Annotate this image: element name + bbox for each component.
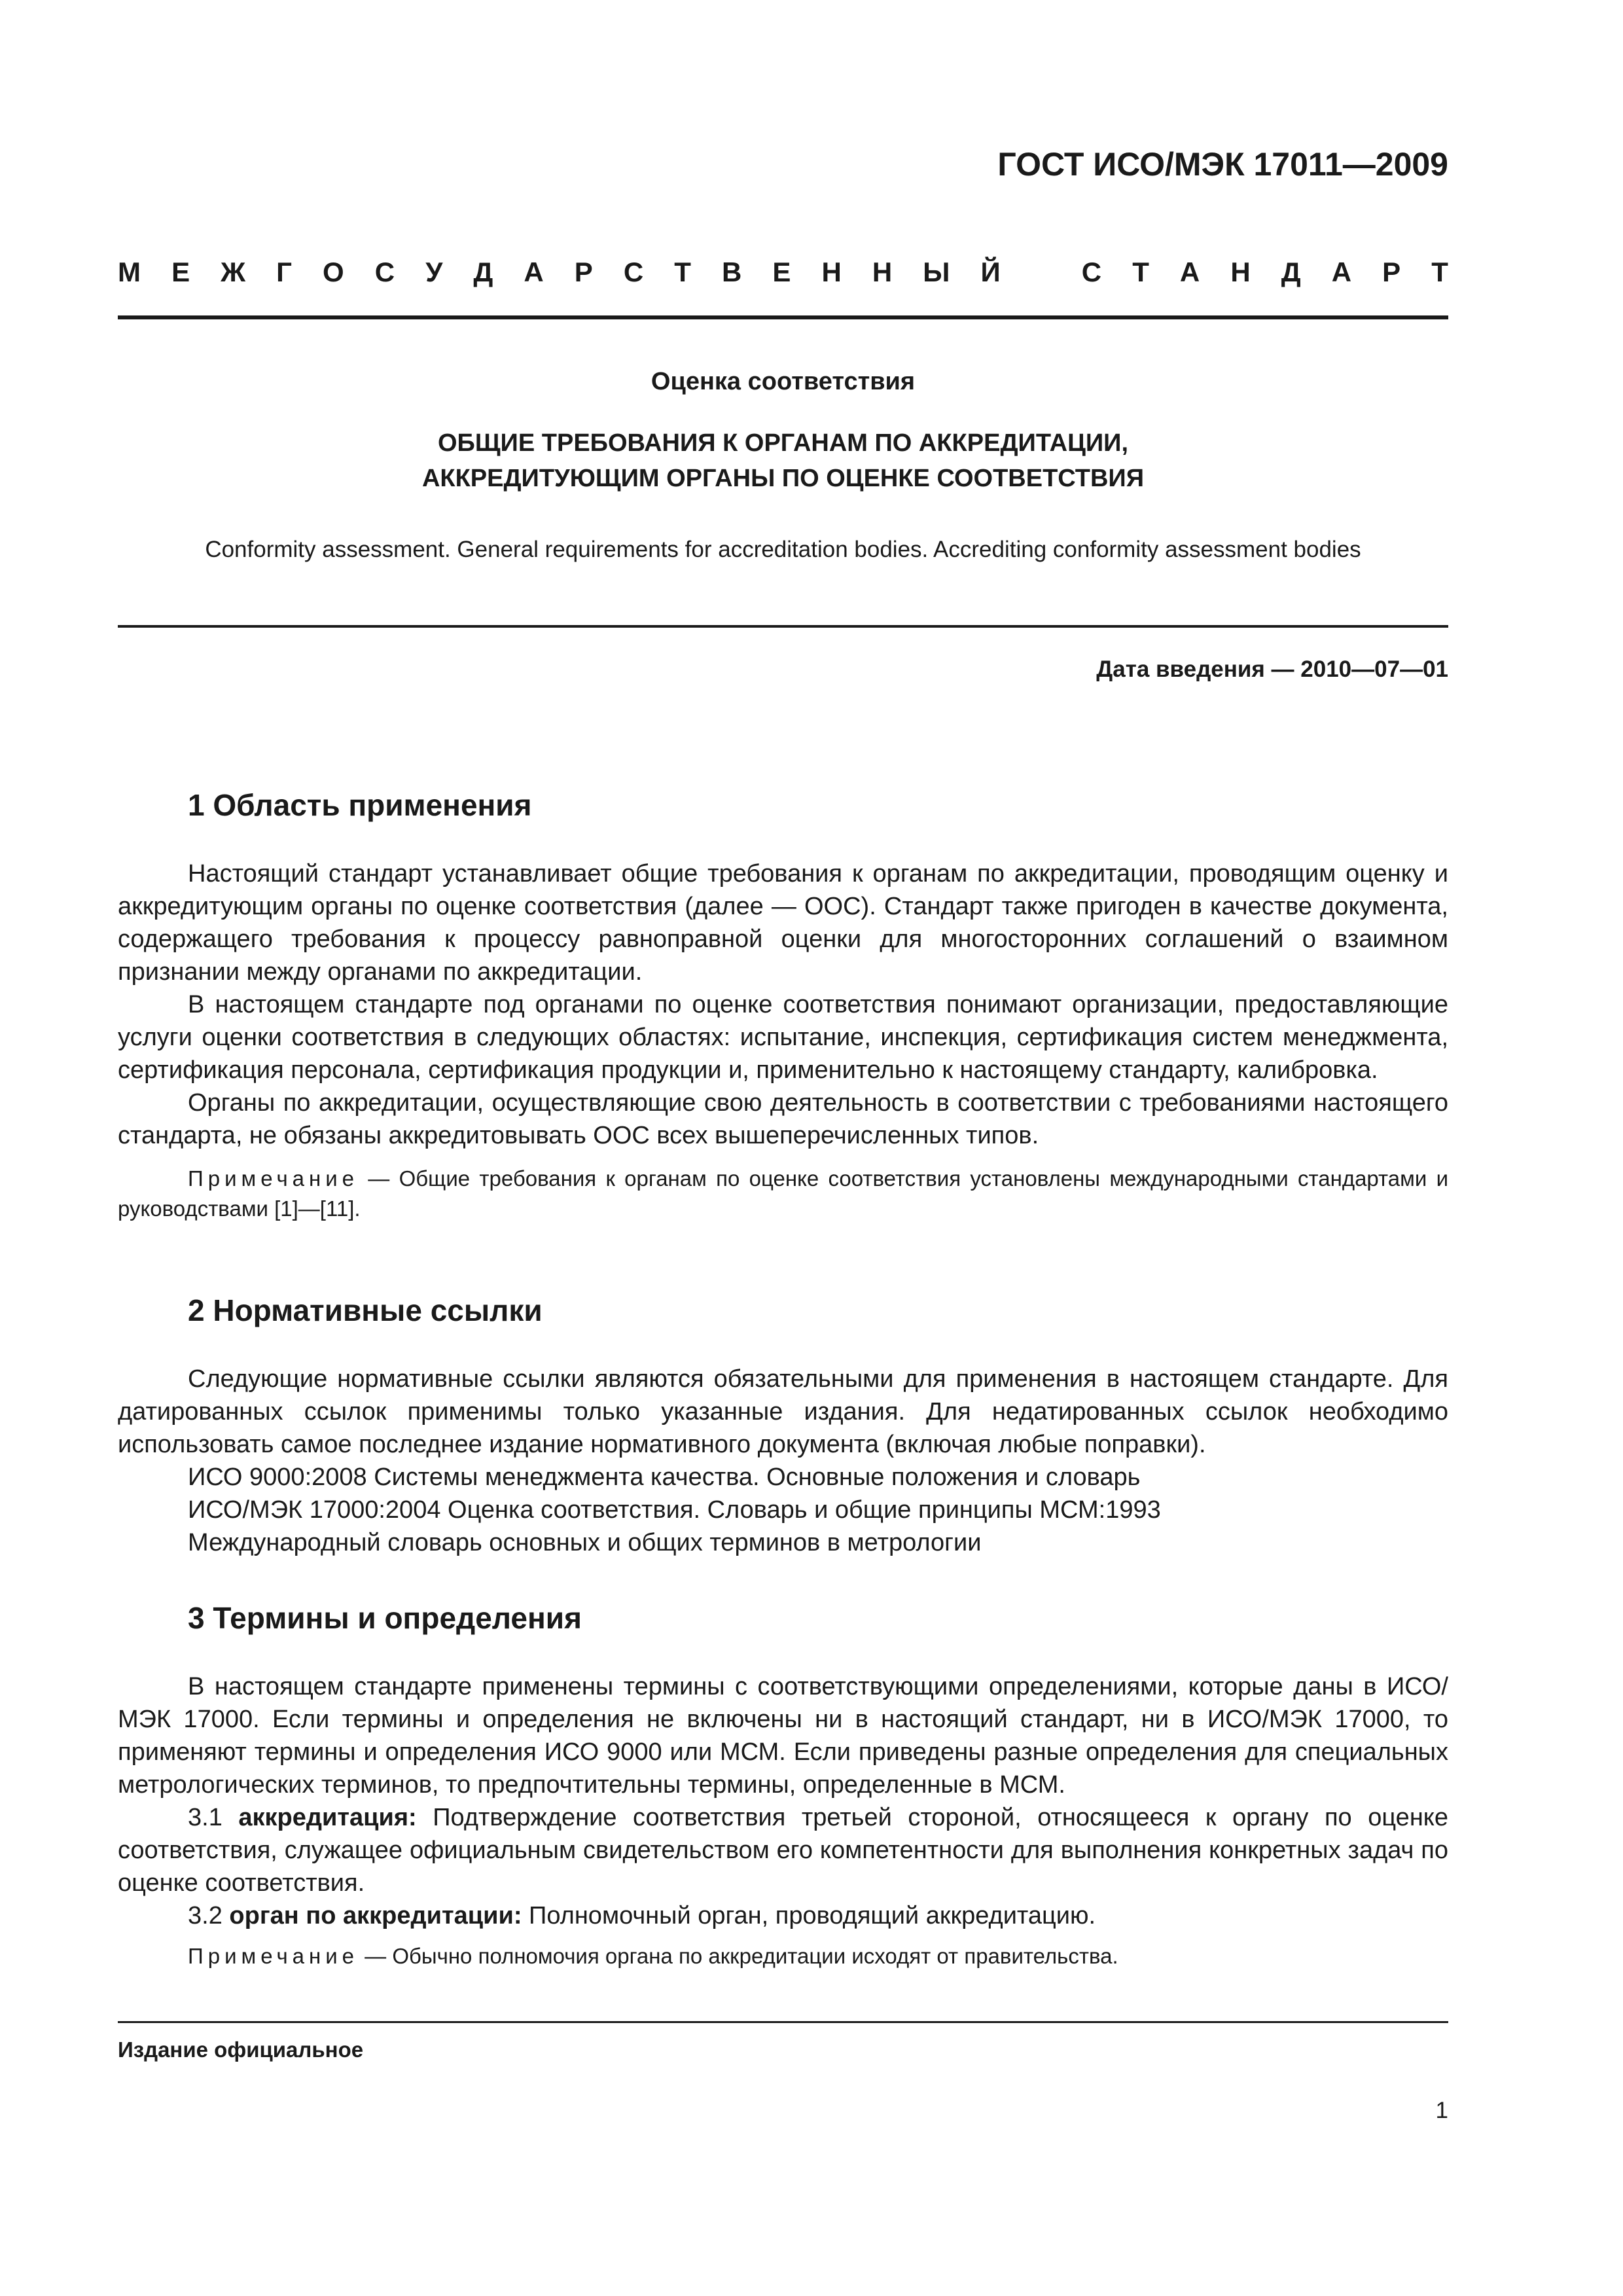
section-heading: 1 Область применения (188, 788, 532, 822)
standard-kind-letter: Н (872, 257, 893, 287)
standard-kind-letter: В (721, 257, 742, 287)
document-title (118, 425, 1448, 496)
note (118, 1164, 1448, 1224)
section-normative-references (118, 1293, 1448, 1559)
note (118, 1941, 1448, 1971)
document-code: ГОСТ ИСО/МЭК 17011—2009 (997, 146, 1448, 183)
section-heading: 2 Нормативные ссылки (188, 1293, 543, 1327)
document-title-line-1: ОБЩИЕ ТРЕБОВАНИЯ К ОРГАНАМ ПО АККРЕДИТАЦИИ, (437, 429, 1129, 457)
term-definition (118, 1899, 1448, 1932)
reference-item: ИСО/МЭК 17000:2004 Оценка соответствия. Словарь и общие принципы МСМ:1993 (188, 1496, 1161, 1524)
term-number: 3.2 (188, 1902, 223, 1929)
standard-kind-letter: Р (1382, 257, 1401, 287)
standard-kind-letter: Е (772, 257, 791, 287)
term-number: 3.1 (188, 1804, 223, 1831)
title-rule (118, 625, 1448, 628)
paragraph: Органы по аккредитации, осуществляющие свою деятельность в соответствии с требованиями настоящего стандарта, не обязаны аккредитовывать ООС всех вышеперечисленных типов. (118, 1089, 1448, 1149)
standard-kind-letter: Т (1431, 257, 1448, 287)
standard-kind-letter: А (524, 257, 544, 287)
english-title: Conformity assessment. General requirements for accreditation bodies. Accrediting conformity assessment bodies (205, 537, 1361, 562)
note-text: — Общие требования к органам по оценке соответствия установлены международными стандартами и руководствами [1]—[11]. (118, 1166, 1448, 1221)
term-name: орган по аккредитации: (229, 1902, 522, 1929)
standard-kind-letter: С (374, 257, 395, 287)
standard-kind-letter: Д (473, 257, 493, 287)
introduction-date: Дата введения — 2010—07—01 (1096, 656, 1448, 682)
standard-kind-letter: У (425, 257, 443, 287)
note-text: — Обычно полномочия органа по аккредитации исходят от правительства. (359, 1944, 1118, 1968)
standard-kind-letter: Ы (923, 257, 950, 287)
edition-label: Издание официальное (118, 2037, 364, 2062)
word-gap (1031, 257, 1051, 288)
standard-kind-letter: С (623, 257, 644, 287)
term-text: Подтверждение соответствия третьей стороной, относящееся к органу по оценке соответствия, служащее официальным свидетельством его компетентности для выполнения конкретных задач по оценке соответствия. (118, 1804, 1448, 1897)
standard-kind-letter: Г (276, 257, 292, 287)
standard-kind-letter: А (1179, 257, 1200, 287)
standard-kind-heading (118, 257, 1448, 288)
top-rule (118, 315, 1448, 319)
term-definition (118, 1801, 1448, 1899)
reference-item: ИСО 9000:2008 Системы менеджмента качества. Основные положения и словарь (188, 1463, 1141, 1491)
document-subtitle: Оценка соответствия (651, 368, 916, 395)
standard-kind-letter: Ж (221, 257, 246, 287)
standard-kind-letter: Д (1281, 257, 1301, 287)
standard-kind-letter: Н (1230, 257, 1251, 287)
note-label: Примечание (188, 1944, 359, 1968)
section-heading: 3 Термины и определения (188, 1601, 582, 1635)
term-name: аккредитация: (238, 1804, 417, 1831)
note-label: Примечание (188, 1166, 359, 1191)
standard-kind-letter: Й (980, 257, 1001, 287)
footer-rule (118, 2021, 1448, 2023)
section-scope (118, 787, 1448, 1224)
standard-kind-letter: Т (674, 257, 691, 287)
standard-kind-letter: Р (574, 257, 593, 287)
paragraph: В настоящем стандарте под органами по оценке соответствия понимают организации, предоставляющие услуги оценки соответствия в следующих областях: испытание, инспекция, сертификация систем менеджмента, сертификация персонала, сертификация продукции и, применительно к настоящему стандарту, калибровка. (118, 991, 1448, 1084)
paragraph: В настоящем стандарте применены термины с соответствующими определениями, которые даны в ИСО/МЭК 17000. Если термины и определения не включены ни в настоящий стандарт, ни в ИСО/МЭК 17000, то применяют термины и определения ИСО 9000 или МСМ. Если приведены разные определения для специальных метрологических терминов, то предпочтительны термины, определенные в МСМ. (118, 1673, 1448, 1799)
standard-kind-letter: А (1331, 257, 1352, 287)
document-title-line-2: АККРЕДИТУЮЩИМ ОРГАНЫ ПО ОЦЕНКЕ СООТВЕТСТВИЯ (421, 465, 1145, 492)
paragraph: Настоящий стандарт устанавливает общие требования к органам по аккредитации, проводящим оценку и аккредитующим органы по оценке соответствия (далее — ООС). Стандарт также пригоден в качестве документа, содержащего требования к процессу равноправной оценки для многосторонних соглашений о взаимном признании между органами по аккредитации. (118, 860, 1448, 986)
standard-kind-letter: М (118, 257, 141, 287)
page-number: 1 (1435, 2098, 1448, 2123)
standard-kind-letter: О (323, 257, 344, 287)
section-terms-definitions (118, 1600, 1448, 1971)
standard-kind-letter: Т (1132, 257, 1149, 287)
term-text: Полномочный орган, проводящий аккредитацию. (522, 1902, 1096, 1929)
reference-item: Международный словарь основных и общих терминов в метрологии (188, 1529, 982, 1556)
standard-kind-letter: Е (171, 257, 190, 287)
paragraph: Следующие нормативные ссылки являются обязательными для применения в настоящем стандарте. Для датированных ссылок применимы только указанные издания. Для недатированных ссылок необходимо использовать самое последнее издание нормативного документа (включая любые поправки). (118, 1365, 1448, 1458)
standard-kind-letter: Н (821, 257, 842, 287)
standard-kind-letter: С (1081, 257, 1102, 287)
